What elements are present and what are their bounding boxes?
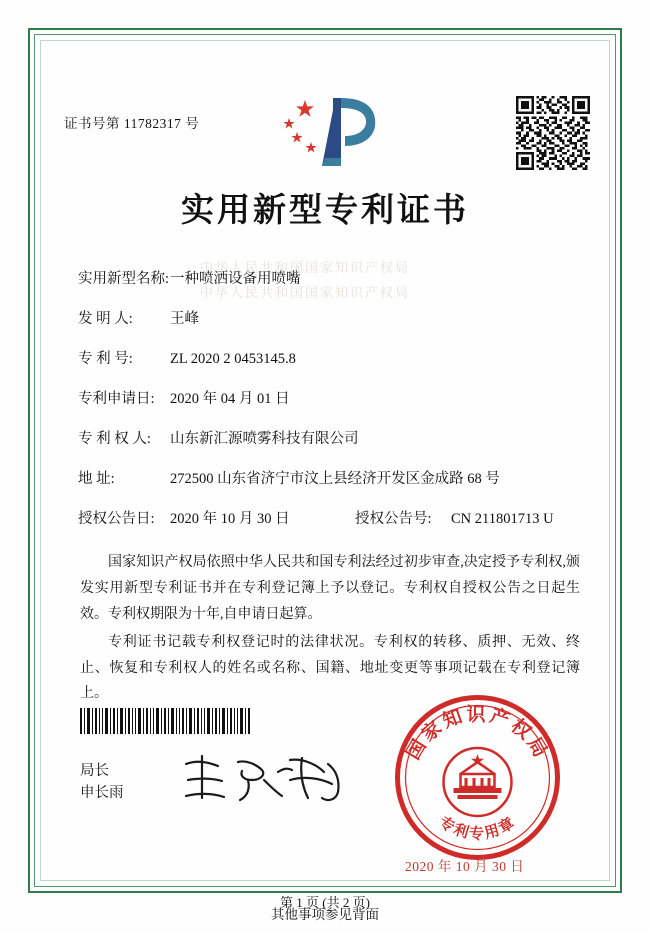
certificate-content xyxy=(60,60,590,910)
frame-corner-top-left xyxy=(28,28,54,54)
watermark-line-1: 中华人民共和国国家知识产权局 xyxy=(200,260,411,275)
signature-block xyxy=(80,760,124,805)
legal-paragraph-1: 国家知识产权局依照中华人民共和国专利法经过初步审查,决定授予专利权,颁发实用新型专利证书并在专利登记簿上予以登记。专利权自授权公告之日起生效。专利权期限为十年,自申请日起算。 xyxy=(80,555,580,622)
field-application-date xyxy=(78,387,590,408)
certificate-header xyxy=(60,60,590,170)
announcement-number-label: 授权公告号: xyxy=(355,511,432,527)
back-side-note: 其他事项参见背面 xyxy=(271,907,379,922)
qr-code xyxy=(516,96,590,170)
field-inventor xyxy=(78,307,590,328)
handwritten-signature xyxy=(178,750,358,810)
director-title-label: 局长 xyxy=(80,763,109,779)
field-label: 专 利 权 人: xyxy=(78,431,151,447)
field-value: 山东新汇源喷雾科技有限公司 xyxy=(170,431,359,447)
patent-fields xyxy=(60,260,590,528)
seal-date: 2020 年 10 月 30 日 xyxy=(405,859,525,874)
field-label: 实用新型名称: xyxy=(78,271,170,287)
director-name-label: 申长雨 xyxy=(80,785,124,802)
watermark-line-2: 中华人民共和国国家知识产权局 xyxy=(200,285,411,300)
field-label: 专 利 号: xyxy=(78,351,133,367)
frame-corner-bottom-left xyxy=(28,867,54,893)
legal-paragraph-2: 专利证书记载专利权登记时的法律状况。专利权的转移、质押、无效、终止、恢复和专利权人的姓名或名称、国籍、地址变更等事项记载在专利登记簿上。 xyxy=(80,634,580,702)
svg-text:国家知识产权局: 国家知识产权局 xyxy=(402,704,553,764)
field-label: 发 明 人: xyxy=(78,311,133,327)
announcement-date-value: 2020 年 10 月 30 日 xyxy=(170,511,290,527)
field-label: 专利申请日: xyxy=(78,391,155,407)
field-announcement xyxy=(78,507,590,528)
field-value: ZL 2020 2 0453145.8 xyxy=(170,351,296,367)
frame-corner-bottom-right xyxy=(596,867,622,893)
legal-text xyxy=(60,550,590,707)
page-title: 实用新型专利证书 xyxy=(181,193,469,229)
field-value: 2020 年 04 月 01 日 xyxy=(170,391,290,407)
cnipa-logo-icon xyxy=(275,92,385,170)
field-utility-model-name xyxy=(78,267,590,288)
svg-text:专利专用章: 专利专用章 xyxy=(435,814,520,843)
field-label: 地 址: xyxy=(78,471,115,487)
field-value: 王峰 xyxy=(170,311,199,327)
announcement-date-label: 授权公告日: xyxy=(78,511,155,527)
field-value: 一种喷洒设备用喷嘴 xyxy=(170,271,301,287)
official-seal xyxy=(390,690,565,865)
field-patentee xyxy=(78,427,590,448)
barcode xyxy=(80,708,252,734)
announcement-number-value: CN 211801713 U xyxy=(451,511,554,527)
frame-corner-top-right xyxy=(596,28,622,54)
field-patent-number xyxy=(78,347,590,368)
field-address xyxy=(78,467,590,488)
field-value: 272500 山东省济宁市汶上县经济开发区金成路 68 号 xyxy=(170,471,500,487)
certificate-number: 证书号第 11782317 号 xyxy=(64,116,200,131)
page-indicator: 第 1 页 (共 2 页) xyxy=(280,895,370,910)
